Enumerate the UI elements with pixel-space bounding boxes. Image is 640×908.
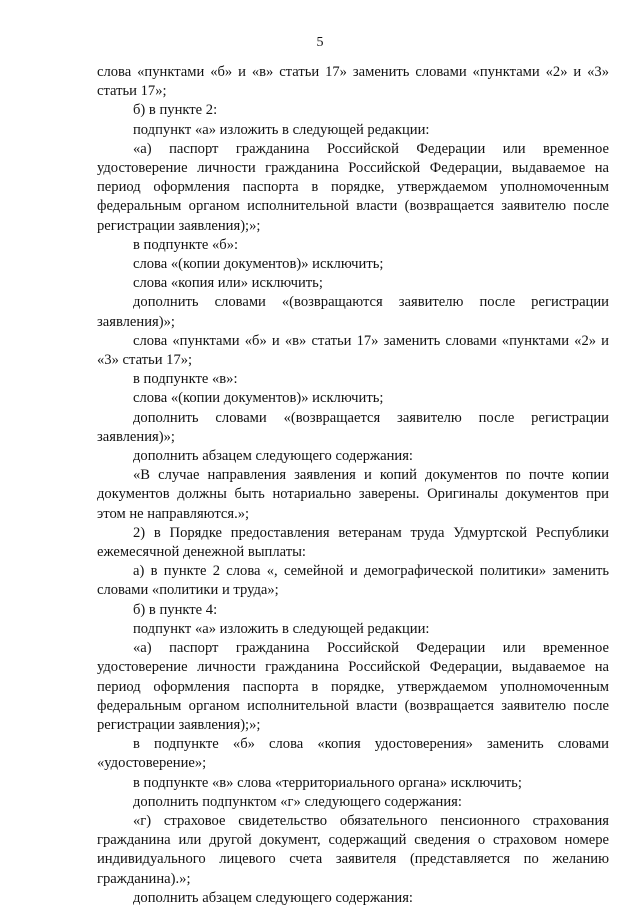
paragraph: слова «пунктами «б» и «в» статьи 17» заменить словами «пунктами «2» и «3» статьи 17»; (97, 332, 609, 369)
paragraph: дополнить словами «(возвращается заявителю после регистрации заявления)»; (97, 409, 609, 445)
paragraph: «а) паспорт гражданина Российской Федерации или временное удостоверение личности гражданина Российской Федерации, выдаваемое на период оформления паспорта в порядке, утверждаемом уполномоченным федеральным органом исполнительной власти (возвращается заявителю после регистрации заявления);»; (97, 640, 609, 733)
paragraph: «а) паспорт гражданина Российской Федерации или временное удостоверение личности гражданина Российской Федерации, выдаваемое на период оформления паспорта в порядке, утверждаемом уполномоченным федеральным органом исполнительной власти (возвращается заявителю после регистрации заявления);»; (97, 140, 609, 234)
paragraph: дополнить абзацем следующего содержания: (133, 448, 413, 465)
paragraph: 2) в Порядке предоставления ветеранам труда Удмуртской Республики ежемесячной денежной выплаты: (97, 524, 609, 561)
paragraph: б) в пункте 2: (133, 102, 218, 119)
paragraph: подпункт «а» изложить в следующей редакции: (133, 121, 430, 138)
paragraph: слова «копия или» исключить; (133, 275, 323, 292)
paragraph: в подпункте «в» слова «территориального органа» исключить; (133, 774, 522, 791)
page-number: 5 (316, 35, 324, 50)
paragraph: в подпункте «б»: (133, 236, 239, 253)
paragraph: слова «пунктами «б» и «в» статьи 17» заменить словами «пунктами «2» и «3» статьи 17»; (97, 64, 609, 100)
paragraph: в подпункте «в»: (133, 371, 238, 388)
paragraph: дополнить словами «(возвращаются заявителю после регистрации заявления)»; (97, 294, 609, 330)
paragraph: в подпункте «б» слова «копия удостоверения» заменить словами «удостоверение»; (97, 736, 609, 772)
paragraph: а) в пункте 2 слова «, семейной и демографической политики» заменить словами «политики и труда»; (97, 563, 609, 599)
paragraph: «г) страховое свидетельство обязательного пенсионного страхования гражданина или другой документ, содержащий сведения о страховом номере индивидуального лицевого счета заявителя (представляется по желанию гражданина).»; (97, 812, 609, 887)
paragraph: дополнить подпунктом «г» следующего содержания: (133, 793, 462, 810)
document-body (97, 63, 609, 908)
paragraph: слова «(копии документов)» исключить; (133, 256, 384, 273)
paragraph: дополнить абзацем следующего содержания: (133, 889, 413, 906)
paragraph: слова «(копии документов)» исключить; (133, 390, 384, 407)
paragraph: б) в пункте 4: (133, 601, 218, 618)
paragraph: «В случае направления заявления и копий документов по почте копии документов должны быть нотариально заверены. Оригиналы документов при этом не направляются.»; (97, 467, 609, 522)
paragraph: подпункт «а» изложить в следующей редакции: (133, 620, 430, 637)
